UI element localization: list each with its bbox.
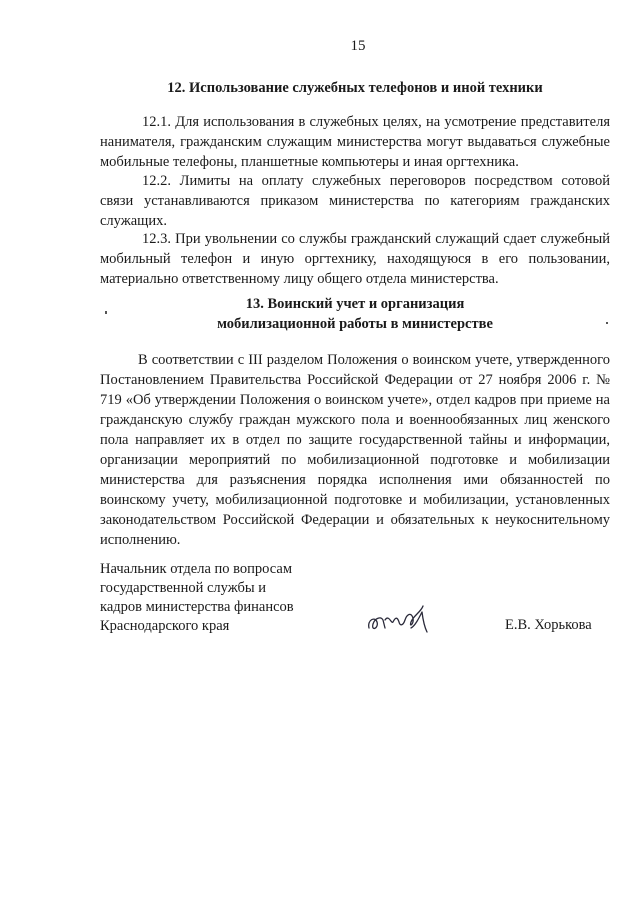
signatory-position <box>100 560 294 636</box>
paragraph-12-1: 12.1. Для использования в служебных целях, на усмотрение представителя нанимателя, гражданским служащим министерства могут выдаваться служебные мобильные телефоны, планшетные компьютеры и иная оргтехника. <box>100 114 610 170</box>
section-13-title-line1: 13. Воинский учет и организация <box>245 296 465 312</box>
paragraph-13: В соответствии с III разделом Положения о воинском учете, утвержденного Постановлением Правительства Российской Федерации от 27 ноября 2006 г. № 719 «Об утверждении Положения о воинском учете», отдел кадров при приеме на гражданскую службу граждан мужского пола и военнообязанных лиц женского пола направляет их в отдел по защите государственной тайны и информации, организации мероприятий по мобилизационной подготовке и мобилизации министерства для разъяснения порядка исполнения ими обязанностей по воинскому учету, мобилизационной подготовке и мобилизации, установленных законодательством Российской Федерации и обязательных к неукоснительному исполнению. <box>100 352 610 548</box>
page-number: 15 <box>350 38 366 54</box>
signatory-position-line: кадров министерства финансов <box>100 599 294 615</box>
section-13-title-line2: мобилизационной работы в министерстве <box>217 316 493 332</box>
signatory-position-line: Краснодарского края <box>100 618 230 634</box>
section-12-title: 12. Использование служебных телефонов и иной техники <box>167 80 543 96</box>
scan-speck <box>105 311 107 314</box>
scan-speck <box>606 322 608 324</box>
signatory-position-line: государственной службы и <box>100 580 267 596</box>
signatory-name: Е.В. Хорькова <box>505 617 592 633</box>
handwritten-signature <box>365 598 435 638</box>
paragraph-12-3: 12.3. При увольнении со службы гражданский служащий сдает служебный мобильный телефон и иную оргтехнику, находящуюся в его пользовании, материально ответственному лицу общего отдела министерства. <box>100 231 610 287</box>
paragraph-12-2: 12.2. Лимиты на оплату служебных переговоров посредством сотовой связи устанавливаются приказом министерства по категориям гражданских служащих. <box>100 173 610 229</box>
signatory-position-line: Начальник отдела по вопросам <box>100 561 293 577</box>
